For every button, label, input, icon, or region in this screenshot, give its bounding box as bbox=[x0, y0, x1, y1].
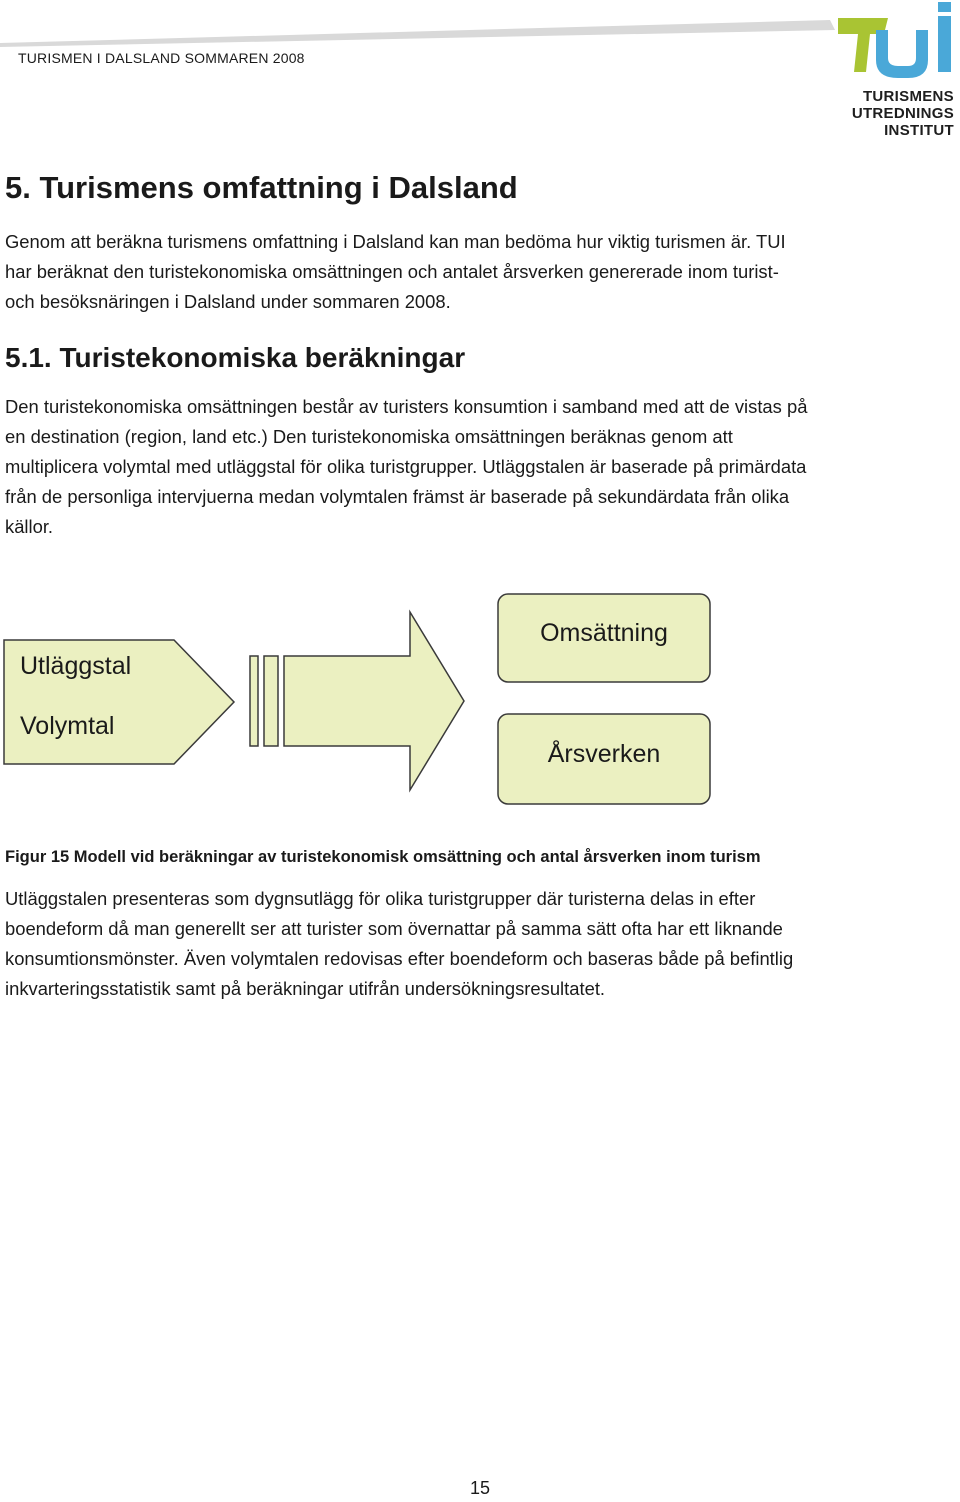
logo-letter-i bbox=[938, 16, 951, 72]
header-band bbox=[0, 15, 960, 55]
method-line: från de personliga intervjuerna medan volymtalen främst är baserade på sekundärdata från olika bbox=[5, 486, 790, 507]
input-label-utlaggstal: Utläggstal bbox=[20, 652, 132, 680]
tui-logo bbox=[836, 0, 960, 140]
method-paragraph bbox=[5, 392, 950, 542]
arrow-stripe-1 bbox=[250, 656, 258, 746]
closing-line: boendeform då man generellt ser att turister som övernattar på samma sätt ofta har ett liknande bbox=[5, 918, 783, 939]
logo-letter-i-dot bbox=[938, 2, 951, 12]
method-line: multiplicera volymtal med utläggstal för olika turistgrupper. Utläggstalen är baserade på primärdata bbox=[5, 456, 807, 477]
running-header: TURISMEN I DALSLAND SOMMAREN 2008 bbox=[18, 50, 305, 66]
arrow-stripe-2 bbox=[264, 656, 278, 746]
section-title: 5. Turismens omfattning i Dalsland bbox=[5, 170, 518, 205]
intro-line: Genom att beräkna turismens omfattning i Dalsland kan man bedöma hur viktig turismen är. TUI bbox=[5, 231, 786, 252]
output-label-arsverken: Årsverken bbox=[547, 740, 661, 768]
model-diagram bbox=[0, 590, 960, 820]
output-label-omsattning: Omsättning bbox=[540, 619, 668, 647]
tui-logo-mark bbox=[836, 0, 960, 80]
intro-line: och besöksnäringen i Dalsland under sommaren 2008. bbox=[5, 291, 451, 312]
closing-line: konsumtionsmönster. Även volymtalen redovisas efter boendeform och baseras både på befintlig bbox=[5, 948, 794, 969]
method-line: en destination (region, land etc.) Den turistekonomiska omsättningen beräknas genom att bbox=[5, 426, 733, 447]
arrow-body bbox=[284, 612, 464, 790]
subsection-title: 5.1. Turistekonomiska beräkningar bbox=[5, 342, 466, 373]
logo-text-line-1: TURISMENS bbox=[862, 88, 954, 105]
closing-line: inkvarteringsstatistik samt på beräkningar utifrån undersökningsresultatet. bbox=[5, 978, 606, 999]
logo-text-line-2: UTREDNINGS bbox=[851, 105, 954, 122]
intro-line: har beräknat den turistekonomiska omsättningen och antalet årsverken genererade inom turist- bbox=[5, 261, 779, 282]
closing-line: Utläggstalen presenteras som dygnsutlägg för olika turistgrupper där turisterna delas in efter bbox=[5, 888, 756, 909]
intro-paragraph bbox=[5, 227, 950, 317]
figure-caption: Figur 15 Modell vid beräkningar av turistekonomisk omsättning och antal årsverken inom turism bbox=[5, 848, 761, 866]
input-label-volymtal: Volymtal bbox=[20, 712, 115, 740]
page-number: 15 bbox=[469, 1478, 491, 1498]
logo-letter-u bbox=[876, 30, 928, 78]
method-line: Den turistekonomiska omsättningen består av turisters konsumtion i samband med att de vistas på bbox=[5, 396, 808, 417]
logo-text-line-3: INSTITUT bbox=[884, 122, 954, 139]
method-line: källor. bbox=[5, 516, 54, 537]
closing-paragraph bbox=[5, 884, 950, 1004]
